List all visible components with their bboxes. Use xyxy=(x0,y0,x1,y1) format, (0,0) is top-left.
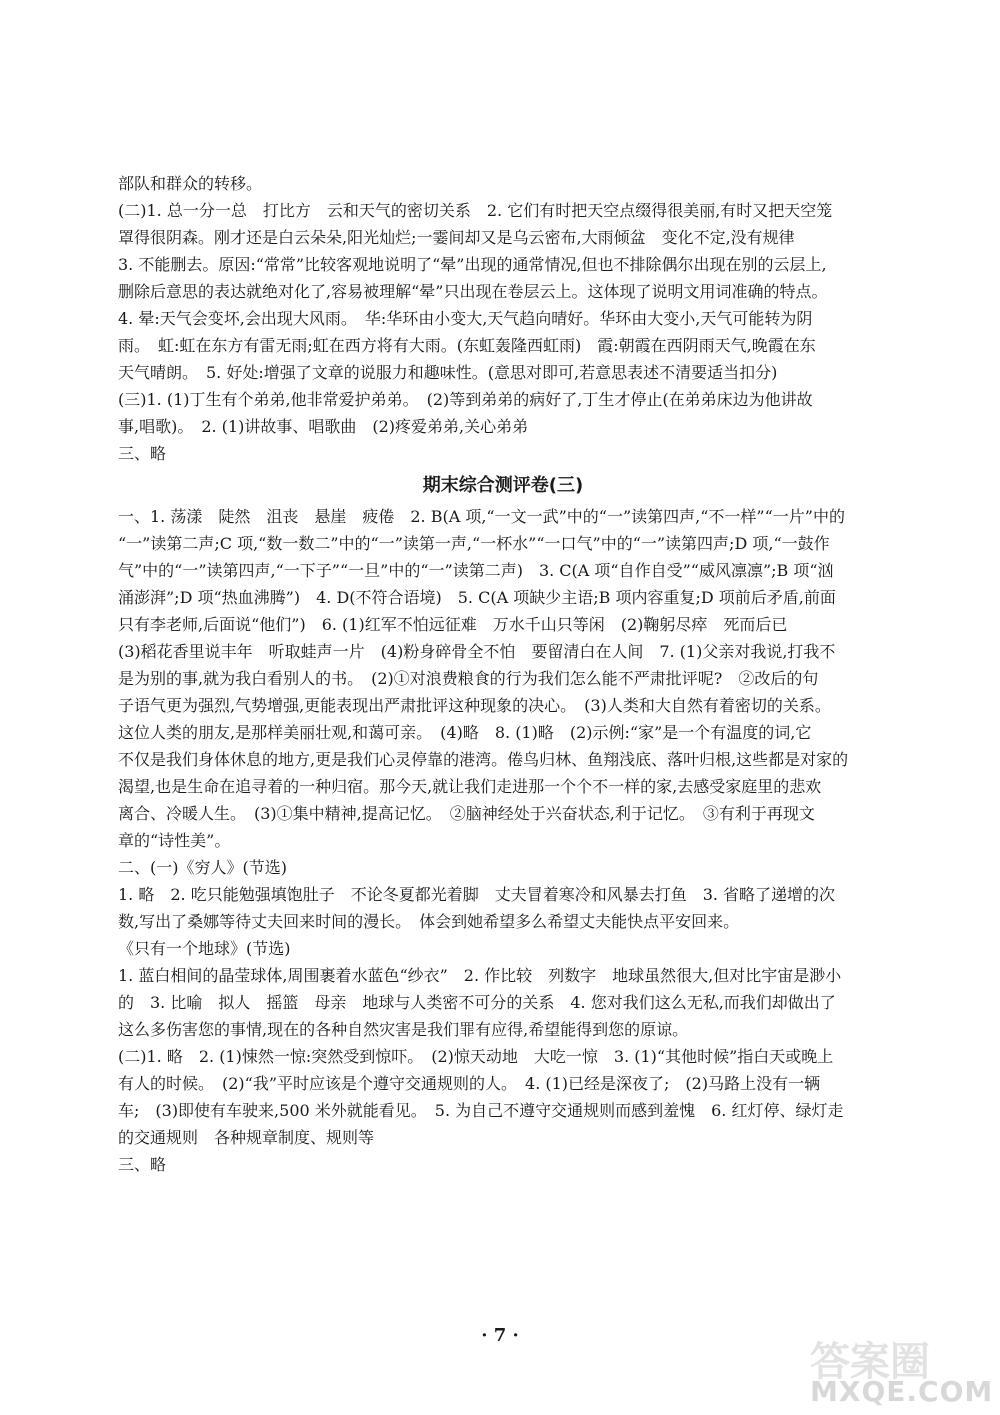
text-line: 天气晴朗。 5. 好处:增强了文章的说服力和趣味性。(意思对即可,若意思表述不清要适当扣分) xyxy=(118,363,778,382)
text-line: 这位人类的朋友,是那样美丽壮观,和蔼可亲。 (4)略 8. (1)略 (2)示例:“家”是一个有温度的词,它 xyxy=(118,723,812,742)
text-line: 有人的时候。 (2)“我”平时应该是个遵守交通规则的人。 4. (1)已经是深夜了; (2)马路上没有一辆 xyxy=(118,1074,821,1093)
text-line: 的 3. 比喻 拟人 摇篮 母亲 地球与人类密不可分的关系 4. 您对我们这么无私,而我们却做出了 xyxy=(118,993,836,1012)
answer-section-exam-3 xyxy=(118,503,888,1178)
text-line: 1. 蓝白相间的晶莹球体,周围裹着水蓝色“纱衣” 2. 作比较 列数字 地球虽然很大,但对比宇宙是渺小 xyxy=(118,966,842,985)
text-line: 二、(一)《穷人》(节选) xyxy=(118,858,287,877)
text-line: 气”中的“一”读第四声,“一下子”“一旦”中的“一”读第二声) 3. C(A 项“自作自受”“威风凛凛”;B 项“汹 xyxy=(118,561,834,580)
watermark-site: MXQE.COM xyxy=(810,1375,994,1408)
text-line: 只有李老师,后面说“他们”) 6. (1)红军不怕远征难 万水千山只等闲 (2)鞠躬尽瘁 死而后已 xyxy=(118,615,788,634)
text-line: 部队和群众的转移。 xyxy=(118,174,263,193)
answer-content xyxy=(118,170,888,1178)
answer-section-previous xyxy=(118,170,888,467)
text-line: “一”读第二声;C 项,“数一数二”中的“一”读第一声,“一杯水”“一口气”中的“一”读第四声;D 项,“一鼓作 xyxy=(118,534,830,553)
text-line: 一、1. 荡漾 陡然 沮丧 悬崖 疲倦 2. B(A 项,“一文一武”中的“一”读第四声,“不一样”“一片”中的 xyxy=(118,507,845,526)
text-line: (三)1. (1)丁生有个弟弟,他非常爱护弟弟。 (2)等到弟弟的病好了,丁生才停止(在弟弟床边为他讲故 xyxy=(118,390,813,409)
text-line: 雨。 虹:虹在东方有雷无雨;虹在西方将有大雨。(东虹轰隆西虹雨) 霞:朝霞在西阴雨天气,晚霞在东 xyxy=(118,336,816,355)
text-line: 渴望,也是生命在追寻着的一种归宿。那今天,就让我们走进那一个个不一样的家,去感受家庭里的悲欢 xyxy=(118,777,822,796)
text-line: 删除后意思的表达就绝对化了,容易被理解“晕”只出现在卷层云上。这体现了说明文用词准确的特点。 xyxy=(118,282,828,301)
text-line: 这么多伤害您的事情,现在的各种自然灾害是我们罪有应得,希望能得到您的原谅。 xyxy=(118,1020,689,1039)
text-line: 事,唱歌)。 2. (1)讲故事、唱歌曲 (2)疼爱弟弟,关心弟弟 xyxy=(118,417,529,436)
page-number: · 7 · xyxy=(481,1325,519,1346)
text-line: (3)稻花香里说丰年 听取蛙声一片 (4)粉身碎骨全不怕 要留清白在人间 7. (1)父亲对我说,打我不 xyxy=(118,642,836,661)
text-line: 章的“诗性美”。 xyxy=(118,831,231,850)
text-line: 车; (3)即使有车驶来,500 米外就能看见。 5. 为自己不遵守交通规则而感到羞愧 6. 红灯停、绿灯走 xyxy=(118,1101,844,1120)
text-line: 是为别的事,就为我白看别人的书。 (2)①对浪费粮食的行为我们怎么能不严肃批评呢? ②改后的句 xyxy=(118,669,819,688)
watermark-logo: 答案圈 xyxy=(810,1339,930,1385)
section-title: 期末综合测评卷(三) xyxy=(422,475,584,496)
text-line: 数,写出了桑娜等待丈夫回来时间的漫长。 体会到她希望多么希望丈夫能快点平安回来。 xyxy=(118,912,740,931)
text-line: 3. 不能删去。原因:“常常”比较客观地说明了“晕”出现的通常情况,但也不排除偶尔出现在别的云层上, xyxy=(118,255,827,274)
text-line: 《只有一个地球》(节选) xyxy=(118,939,291,958)
text-line: 离合、冷暖人生。 (3)①集中精神,提高记忆。 ②脑神经处于兴奋状态,利于记忆。 ③有利于再现文 xyxy=(118,804,815,823)
text-line: (二)1. 总一分一总 打比方 云和天气的密切关系 2. 它们有时把天空点缀得很美丽,有时又把天空笼 xyxy=(118,201,833,220)
text-line: 三、略 xyxy=(118,444,167,463)
text-line: 4. 晕:天气会变坏,会出现大风雨。 华:华环由小变大,天气趋向晴好。华环由大变小,天气可能转为阴 xyxy=(118,309,813,328)
site-watermark xyxy=(790,1325,994,1410)
text-line: (二)1. 略 2. (1)悚然一惊:突然受到惊吓。 (2)惊天动地 大吃一惊 3. (1)“其他时候”指白天或晚上 xyxy=(118,1047,834,1066)
text-line: 的交通规则 各种规章制度、规则等 xyxy=(118,1128,375,1147)
text-line: 三、略 xyxy=(118,1155,167,1174)
text-line: 涌澎湃”;D 项“热血沸腾”) 4. D(不符合语境) 5. C(A 项缺少主语;B 项内容重复;D 项前后矛盾,前面 xyxy=(118,588,836,607)
text-line: 不仅是我们身体休息的地方,更是我们心灵停靠的港湾。倦鸟归林、鱼翔浅底、落叶归根,这些都是对家的 xyxy=(118,750,849,769)
text-line: 1. 略 2. 吃只能勉强填饱肚子 不论冬夏都光着脚 丈夫冒着寒冷和风暴去打鱼 3. 省略了递增的次 xyxy=(118,885,836,904)
text-line: 子语气更为强烈,气势增强,更能表现出严肃批评这种现象的决心。 (3)人类和大自然有着密切的关系。 xyxy=(118,696,831,715)
text-line: 罩得很阴森。刚才还是白云朵朵,阳光灿烂;一霎间却又是乌云密布,大雨倾盆 变化不定,没有规律 xyxy=(118,228,795,247)
